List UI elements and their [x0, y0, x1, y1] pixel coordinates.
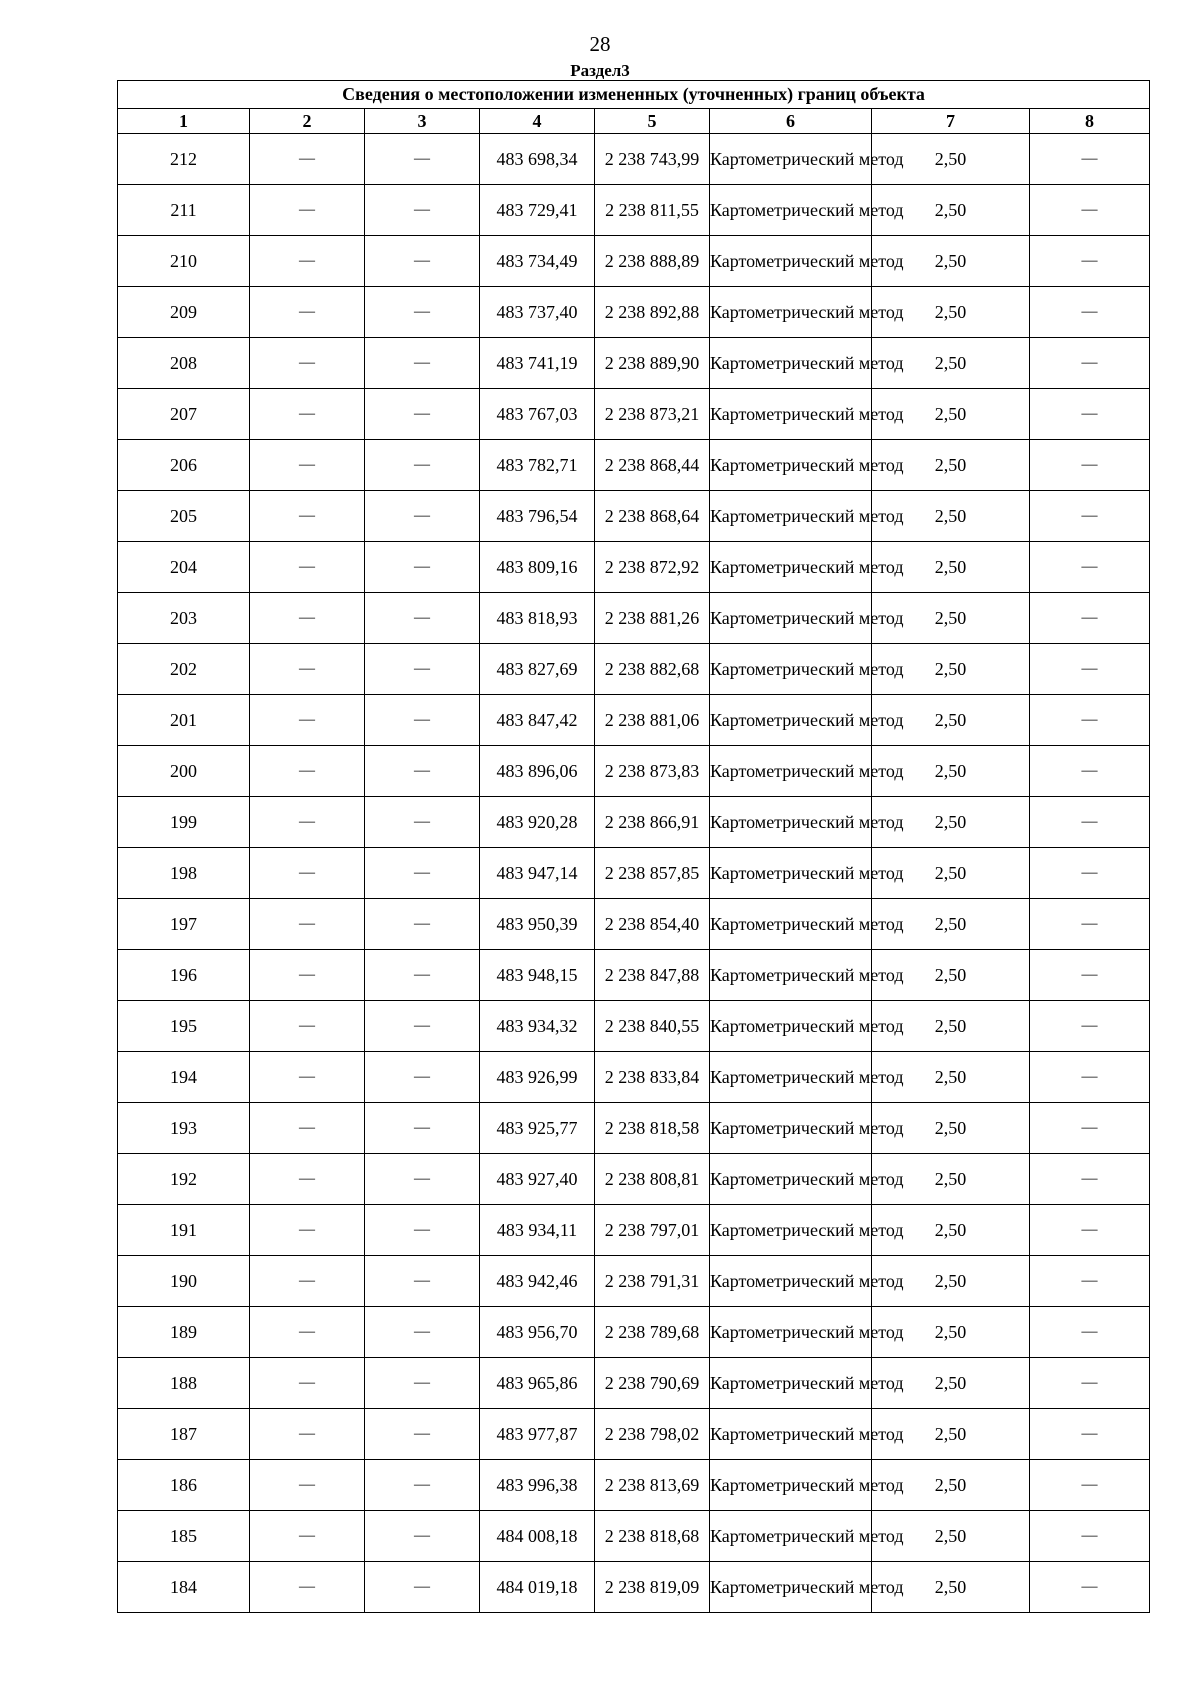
- col-3-cell: —: [365, 185, 480, 236]
- table-title-row: [118, 81, 1150, 109]
- accuracy-cell: 2,50: [872, 1358, 1030, 1409]
- col-8-cell: —: [1030, 593, 1150, 644]
- section-label: Раздел3: [570, 61, 630, 80]
- accuracy-cell: 2,50: [872, 1511, 1030, 1562]
- x-coordinate-cell: 483 796,54: [480, 491, 595, 542]
- point-number-cell: 190: [118, 1256, 250, 1307]
- col-2-cell: —: [250, 491, 365, 542]
- x-coordinate-cell: 483 729,41: [480, 185, 595, 236]
- method-cell: Картометрический метод: [710, 1052, 872, 1103]
- y-coordinate-cell: 2 238 819,09: [595, 1562, 710, 1613]
- col-2-cell: —: [250, 644, 365, 695]
- accuracy-cell: 2,50: [872, 1052, 1030, 1103]
- col-3-cell: —: [365, 1256, 480, 1307]
- accuracy-cell: 2,50: [872, 1256, 1030, 1307]
- x-coordinate-cell: 483 767,03: [480, 389, 595, 440]
- x-coordinate-cell: 483 934,32: [480, 1001, 595, 1052]
- col-8-cell: —: [1030, 1154, 1150, 1205]
- col-2-cell: —: [250, 1511, 365, 1562]
- column-header: 7: [872, 109, 1030, 134]
- col-8-cell: —: [1030, 1256, 1150, 1307]
- col-3-cell: —: [365, 389, 480, 440]
- table-row: [118, 1511, 1150, 1562]
- x-coordinate-cell: 483 827,69: [480, 644, 595, 695]
- y-coordinate-cell: 2 238 892,88: [595, 287, 710, 338]
- col-2-cell: —: [250, 185, 365, 236]
- col-3-cell: —: [365, 1103, 480, 1154]
- accuracy-cell: 2,50: [872, 848, 1030, 899]
- col-8-cell: —: [1030, 1103, 1150, 1154]
- x-coordinate-cell: 483 809,16: [480, 542, 595, 593]
- x-coordinate-cell: 483 920,28: [480, 797, 595, 848]
- accuracy-cell: 2,50: [872, 1001, 1030, 1052]
- y-coordinate-cell: 2 238 797,01: [595, 1205, 710, 1256]
- x-coordinate-cell: 484 008,18: [480, 1511, 595, 1562]
- y-coordinate-cell: 2 238 868,44: [595, 440, 710, 491]
- table-body: [118, 134, 1150, 1613]
- method-cell: Картометрический метод: [710, 950, 872, 1001]
- y-coordinate-cell: 2 238 791,31: [595, 1256, 710, 1307]
- x-coordinate-cell: 483 926,99: [480, 1052, 595, 1103]
- col-2-cell: —: [250, 389, 365, 440]
- col-8-cell: —: [1030, 1511, 1150, 1562]
- table-row: [118, 1256, 1150, 1307]
- table-row: [118, 1103, 1150, 1154]
- y-coordinate-cell: 2 238 888,89: [595, 236, 710, 287]
- table-row: [118, 797, 1150, 848]
- boundary-table: [117, 80, 1150, 1613]
- y-coordinate-cell: 2 238 808,81: [595, 1154, 710, 1205]
- table-title: Сведения о местоположении измененных (уточненных) границ объекта: [118, 81, 1150, 109]
- x-coordinate-cell: 483 698,34: [480, 134, 595, 185]
- accuracy-cell: 2,50: [872, 440, 1030, 491]
- column-header: 2: [250, 109, 365, 134]
- y-coordinate-cell: 2 238 847,88: [595, 950, 710, 1001]
- method-cell: Картометрический метод: [710, 848, 872, 899]
- col-3-cell: —: [365, 1205, 480, 1256]
- point-number-cell: 204: [118, 542, 250, 593]
- col-8-cell: —: [1030, 1358, 1150, 1409]
- method-cell: Картометрический метод: [710, 1511, 872, 1562]
- x-coordinate-cell: 483 956,70: [480, 1307, 595, 1358]
- accuracy-cell: 2,50: [872, 1307, 1030, 1358]
- col-3-cell: —: [365, 644, 480, 695]
- method-cell: Картометрический метод: [710, 1307, 872, 1358]
- y-coordinate-cell: 2 238 889,90: [595, 338, 710, 389]
- col-3-cell: —: [365, 950, 480, 1001]
- x-coordinate-cell: 483 737,40: [480, 287, 595, 338]
- col-8-cell: —: [1030, 797, 1150, 848]
- x-coordinate-cell: 483 950,39: [480, 899, 595, 950]
- col-2-cell: —: [250, 440, 365, 491]
- y-coordinate-cell: 2 238 833,84: [595, 1052, 710, 1103]
- accuracy-cell: 2,50: [872, 746, 1030, 797]
- table-row: [118, 389, 1150, 440]
- col-2-cell: —: [250, 1052, 365, 1103]
- point-number-cell: 186: [118, 1460, 250, 1511]
- method-cell: Картометрический метод: [710, 1562, 872, 1613]
- y-coordinate-cell: 2 238 868,64: [595, 491, 710, 542]
- method-cell: Картометрический метод: [710, 1103, 872, 1154]
- point-number-cell: 209: [118, 287, 250, 338]
- method-cell: Картометрический метод: [710, 389, 872, 440]
- table-row: [118, 1154, 1150, 1205]
- accuracy-cell: 2,50: [872, 593, 1030, 644]
- y-coordinate-cell: 2 238 818,58: [595, 1103, 710, 1154]
- table-row: [118, 542, 1150, 593]
- y-coordinate-cell: 2 238 881,26: [595, 593, 710, 644]
- col-3-cell: —: [365, 899, 480, 950]
- table-row: [118, 1409, 1150, 1460]
- x-coordinate-cell: 483 847,42: [480, 695, 595, 746]
- method-cell: Картометрический метод: [710, 644, 872, 695]
- table-row: [118, 1205, 1150, 1256]
- col-3-cell: —: [365, 1562, 480, 1613]
- col-2-cell: —: [250, 1307, 365, 1358]
- column-header: 8: [1030, 109, 1150, 134]
- table-row: [118, 1358, 1150, 1409]
- y-coordinate-cell: 2 238 882,68: [595, 644, 710, 695]
- accuracy-cell: 2,50: [872, 338, 1030, 389]
- col-2-cell: —: [250, 287, 365, 338]
- col-8-cell: —: [1030, 1307, 1150, 1358]
- column-header: 5: [595, 109, 710, 134]
- col-8-cell: —: [1030, 1001, 1150, 1052]
- table-row: [118, 848, 1150, 899]
- col-2-cell: —: [250, 899, 365, 950]
- col-8-cell: —: [1030, 1205, 1150, 1256]
- x-coordinate-cell: 483 977,87: [480, 1409, 595, 1460]
- method-cell: Картометрический метод: [710, 1256, 872, 1307]
- col-2-cell: —: [250, 746, 365, 797]
- table-row: [118, 746, 1150, 797]
- col-8-cell: —: [1030, 1052, 1150, 1103]
- col-3-cell: —: [365, 491, 480, 542]
- col-3-cell: —: [365, 848, 480, 899]
- point-number-cell: 207: [118, 389, 250, 440]
- point-number-cell: 193: [118, 1103, 250, 1154]
- col-2-cell: —: [250, 1154, 365, 1205]
- table-row: [118, 1562, 1150, 1613]
- y-coordinate-cell: 2 238 798,02: [595, 1409, 710, 1460]
- accuracy-cell: 2,50: [872, 644, 1030, 695]
- y-coordinate-cell: 2 238 854,40: [595, 899, 710, 950]
- point-number-cell: 191: [118, 1205, 250, 1256]
- point-number-cell: 185: [118, 1511, 250, 1562]
- table-row: [118, 491, 1150, 542]
- col-8-cell: —: [1030, 236, 1150, 287]
- x-coordinate-cell: 483 942,46: [480, 1256, 595, 1307]
- accuracy-cell: 2,50: [872, 389, 1030, 440]
- accuracy-cell: 2,50: [872, 950, 1030, 1001]
- accuracy-cell: 2,50: [872, 185, 1030, 236]
- col-3-cell: —: [365, 1511, 480, 1562]
- point-number-cell: 184: [118, 1562, 250, 1613]
- col-2-cell: —: [250, 338, 365, 389]
- point-number-cell: 211: [118, 185, 250, 236]
- col-8-cell: —: [1030, 287, 1150, 338]
- point-number-cell: 187: [118, 1409, 250, 1460]
- point-number-cell: 198: [118, 848, 250, 899]
- point-number-cell: 195: [118, 1001, 250, 1052]
- table-row: [118, 440, 1150, 491]
- method-cell: Картометрический метод: [710, 1205, 872, 1256]
- col-8-cell: —: [1030, 389, 1150, 440]
- method-cell: Картометрический метод: [710, 134, 872, 185]
- method-cell: Картометрический метод: [710, 593, 872, 644]
- accuracy-cell: 2,50: [872, 1103, 1030, 1154]
- accuracy-cell: 2,50: [872, 899, 1030, 950]
- col-2-cell: —: [250, 593, 365, 644]
- method-cell: Картометрический метод: [710, 1460, 872, 1511]
- table-row: [118, 1460, 1150, 1511]
- column-header: 3: [365, 109, 480, 134]
- x-coordinate-cell: 483 925,77: [480, 1103, 595, 1154]
- col-8-cell: —: [1030, 644, 1150, 695]
- col-2-cell: —: [250, 950, 365, 1001]
- col-8-cell: —: [1030, 440, 1150, 491]
- method-cell: Картометрический метод: [710, 542, 872, 593]
- method-cell: Картометрический метод: [710, 491, 872, 542]
- table-row: [118, 287, 1150, 338]
- col-3-cell: —: [365, 746, 480, 797]
- point-number-cell: 192: [118, 1154, 250, 1205]
- y-coordinate-cell: 2 238 857,85: [595, 848, 710, 899]
- method-cell: Картометрический метод: [710, 185, 872, 236]
- col-8-cell: —: [1030, 950, 1150, 1001]
- y-coordinate-cell: 2 238 811,55: [595, 185, 710, 236]
- table-row: [118, 236, 1150, 287]
- col-2-cell: —: [250, 1460, 365, 1511]
- column-header: 4: [480, 109, 595, 134]
- method-cell: Картометрический метод: [710, 1409, 872, 1460]
- point-number-cell: 202: [118, 644, 250, 695]
- y-coordinate-cell: 2 238 790,69: [595, 1358, 710, 1409]
- method-cell: Картометрический метод: [710, 695, 872, 746]
- x-coordinate-cell: 483 996,38: [480, 1460, 595, 1511]
- table-row: [118, 644, 1150, 695]
- x-coordinate-cell: 483 741,19: [480, 338, 595, 389]
- point-number-cell: 197: [118, 899, 250, 950]
- point-number-cell: 201: [118, 695, 250, 746]
- y-coordinate-cell: 2 238 866,91: [595, 797, 710, 848]
- point-number-cell: 194: [118, 1052, 250, 1103]
- col-3-cell: —: [365, 440, 480, 491]
- point-number-cell: 212: [118, 134, 250, 185]
- x-coordinate-cell: 483 927,40: [480, 1154, 595, 1205]
- x-coordinate-cell: 483 965,86: [480, 1358, 595, 1409]
- point-number-cell: 199: [118, 797, 250, 848]
- accuracy-cell: 2,50: [872, 797, 1030, 848]
- x-coordinate-cell: 483 948,15: [480, 950, 595, 1001]
- table-row: [118, 695, 1150, 746]
- point-number-cell: 205: [118, 491, 250, 542]
- col-3-cell: —: [365, 1052, 480, 1103]
- y-coordinate-cell: 2 238 818,68: [595, 1511, 710, 1562]
- point-number-cell: 206: [118, 440, 250, 491]
- col-3-cell: —: [365, 1358, 480, 1409]
- col-8-cell: —: [1030, 899, 1150, 950]
- x-coordinate-cell: 483 896,06: [480, 746, 595, 797]
- col-3-cell: —: [365, 1001, 480, 1052]
- method-cell: Картометрический метод: [710, 1001, 872, 1052]
- col-3-cell: —: [365, 1154, 480, 1205]
- table-row: [118, 1001, 1150, 1052]
- col-3-cell: —: [365, 338, 480, 389]
- method-cell: Картометрический метод: [710, 899, 872, 950]
- col-2-cell: —: [250, 236, 365, 287]
- col-3-cell: —: [365, 1409, 480, 1460]
- col-2-cell: —: [250, 134, 365, 185]
- accuracy-cell: 2,50: [872, 134, 1030, 185]
- col-8-cell: —: [1030, 491, 1150, 542]
- accuracy-cell: 2,50: [872, 1562, 1030, 1613]
- y-coordinate-cell: 2 238 873,21: [595, 389, 710, 440]
- point-number-cell: 196: [118, 950, 250, 1001]
- table-row: [118, 593, 1150, 644]
- col-3-cell: —: [365, 542, 480, 593]
- accuracy-cell: 2,50: [872, 1460, 1030, 1511]
- accuracy-cell: 2,50: [872, 542, 1030, 593]
- col-3-cell: —: [365, 1460, 480, 1511]
- col-3-cell: —: [365, 797, 480, 848]
- method-cell: Картометрический метод: [710, 440, 872, 491]
- method-cell: Картометрический метод: [710, 287, 872, 338]
- table-row: [118, 899, 1150, 950]
- method-cell: Картометрический метод: [710, 236, 872, 287]
- col-2-cell: —: [250, 1409, 365, 1460]
- col-3-cell: —: [365, 1307, 480, 1358]
- col-8-cell: —: [1030, 746, 1150, 797]
- y-coordinate-cell: 2 238 813,69: [595, 1460, 710, 1511]
- col-8-cell: —: [1030, 1562, 1150, 1613]
- col-2-cell: —: [250, 1562, 365, 1613]
- col-2-cell: —: [250, 848, 365, 899]
- accuracy-cell: 2,50: [872, 1154, 1030, 1205]
- x-coordinate-cell: 484 019,18: [480, 1562, 595, 1613]
- table-row: [118, 134, 1150, 185]
- method-cell: Картометрический метод: [710, 1154, 872, 1205]
- method-cell: Картометрический метод: [710, 797, 872, 848]
- col-8-cell: —: [1030, 1460, 1150, 1511]
- col-2-cell: —: [250, 695, 365, 746]
- method-cell: Картометрический метод: [710, 1358, 872, 1409]
- table-row: [118, 185, 1150, 236]
- col-8-cell: —: [1030, 185, 1150, 236]
- col-2-cell: —: [250, 1256, 365, 1307]
- point-number-cell: 188: [118, 1358, 250, 1409]
- column-header: 6: [710, 109, 872, 134]
- method-cell: Картометрический метод: [710, 338, 872, 389]
- table-row: [118, 338, 1150, 389]
- table-row: [118, 1307, 1150, 1358]
- x-coordinate-cell: 483 734,49: [480, 236, 595, 287]
- col-2-cell: —: [250, 1205, 365, 1256]
- col-2-cell: —: [250, 1001, 365, 1052]
- col-8-cell: —: [1030, 134, 1150, 185]
- table-header-row: [118, 109, 1150, 134]
- point-number-cell: 189: [118, 1307, 250, 1358]
- y-coordinate-cell: 2 238 840,55: [595, 1001, 710, 1052]
- method-cell: Картометрический метод: [710, 746, 872, 797]
- accuracy-cell: 2,50: [872, 695, 1030, 746]
- point-number-cell: 200: [118, 746, 250, 797]
- col-3-cell: —: [365, 236, 480, 287]
- col-8-cell: —: [1030, 695, 1150, 746]
- col-3-cell: —: [365, 134, 480, 185]
- y-coordinate-cell: 2 238 881,06: [595, 695, 710, 746]
- table-row: [118, 950, 1150, 1001]
- col-3-cell: —: [365, 695, 480, 746]
- col-8-cell: —: [1030, 848, 1150, 899]
- accuracy-cell: 2,50: [872, 287, 1030, 338]
- col-2-cell: —: [250, 1103, 365, 1154]
- accuracy-cell: 2,50: [872, 236, 1030, 287]
- col-2-cell: —: [250, 1358, 365, 1409]
- point-number-cell: 210: [118, 236, 250, 287]
- col-8-cell: —: [1030, 1409, 1150, 1460]
- y-coordinate-cell: 2 238 789,68: [595, 1307, 710, 1358]
- accuracy-cell: 2,50: [872, 491, 1030, 542]
- x-coordinate-cell: 483 782,71: [480, 440, 595, 491]
- point-number-cell: 203: [118, 593, 250, 644]
- x-coordinate-cell: 483 947,14: [480, 848, 595, 899]
- table-row: [118, 1052, 1150, 1103]
- col-8-cell: —: [1030, 542, 1150, 593]
- x-coordinate-cell: 483 934,11: [480, 1205, 595, 1256]
- col-2-cell: —: [250, 542, 365, 593]
- col-3-cell: —: [365, 593, 480, 644]
- col-3-cell: —: [365, 287, 480, 338]
- page-number: 28: [589, 32, 611, 56]
- point-number-cell: 208: [118, 338, 250, 389]
- y-coordinate-cell: 2 238 872,92: [595, 542, 710, 593]
- accuracy-cell: 2,50: [872, 1205, 1030, 1256]
- x-coordinate-cell: 483 818,93: [480, 593, 595, 644]
- y-coordinate-cell: 2 238 873,83: [595, 746, 710, 797]
- col-8-cell: —: [1030, 338, 1150, 389]
- accuracy-cell: 2,50: [872, 1409, 1030, 1460]
- y-coordinate-cell: 2 238 743,99: [595, 134, 710, 185]
- col-2-cell: —: [250, 797, 365, 848]
- column-header: 1: [118, 109, 250, 134]
